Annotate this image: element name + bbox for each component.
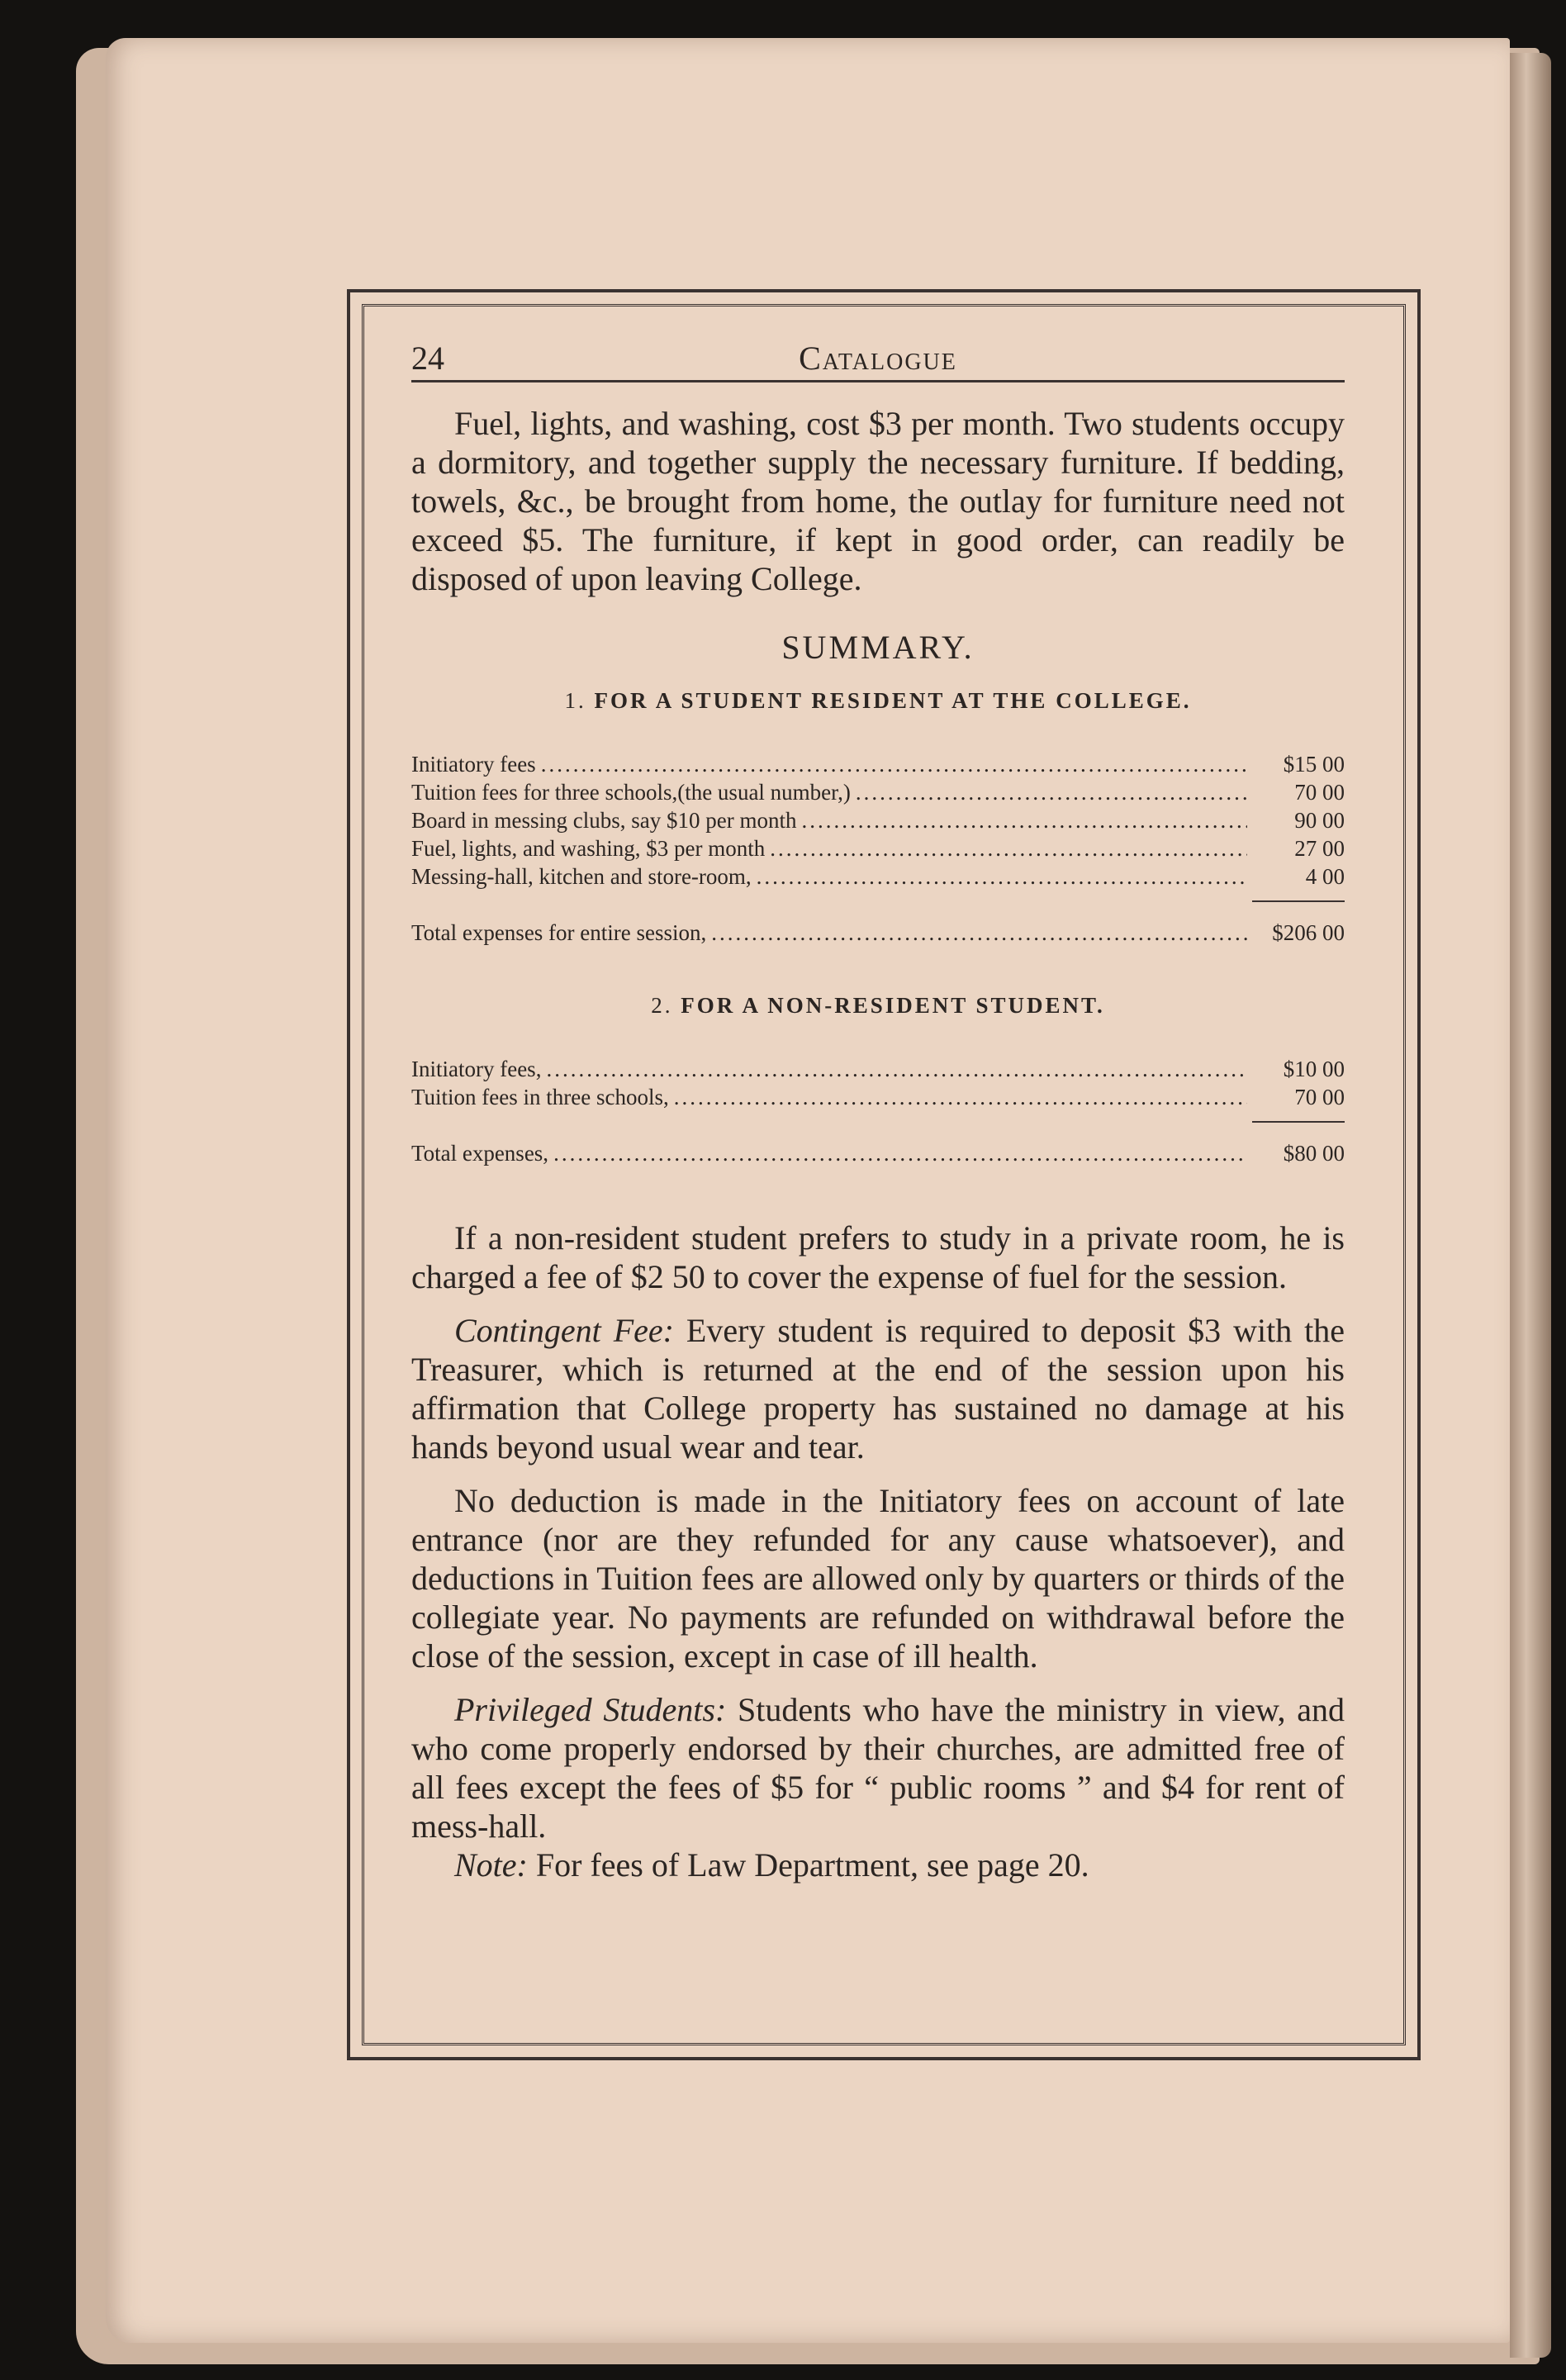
privileged-students-label: Privileged Students: — [454, 1691, 727, 1728]
spacer — [411, 947, 1345, 993]
fee-label: Board in messing clubs, say $10 per month — [411, 808, 797, 833]
resident-heading-number: 1. — [564, 688, 586, 713]
fee-amount: 27 00 — [1294, 836, 1345, 861]
fee-row — [411, 778, 1345, 806]
non-resident-fee-table — [411, 1055, 1345, 1167]
fee-label: Initiatory fees — [411, 752, 536, 777]
resident-heading — [411, 688, 1345, 714]
fee-amount: 4 00 — [1305, 864, 1345, 889]
private-room-paragraph: If a non-resident student prefers to study in a private room, he is charged a fee of $2 50 to cover the expense of fuel for the session. — [411, 1219, 1345, 1295]
contingent-fee-label: Contingent Fee: — [454, 1312, 674, 1349]
leader-dots — [546, 1055, 1247, 1083]
fee-label: Tuition fees in three schools, — [411, 1085, 669, 1109]
leader-dots — [856, 778, 1247, 806]
fee-amount: 70 00 — [1294, 780, 1345, 805]
summary-title: SUMMARY. — [781, 629, 975, 666]
deduction-paragraph: No deduction is made in the Initiatory fees on account of late entrance (nor are they refunded for any cause whatsoever), and deductions in Tuition fees are allowed only by quarters or thirds of the collegiate year. No payments are refunded on withdrawal before the close of the session, except in case of ill health. — [411, 1482, 1345, 1675]
fee-row — [411, 750, 1345, 778]
total-amount: $80 00 — [1283, 1141, 1345, 1166]
non-resident-heading — [411, 993, 1345, 1019]
non-resident-heading-number: 2. — [651, 993, 673, 1018]
leader-dots — [711, 919, 1247, 947]
leader-dots — [541, 750, 1247, 778]
total-row — [411, 919, 1345, 947]
resident-fee-table — [411, 750, 1345, 947]
total-row — [411, 1139, 1345, 1167]
privileged-students-text: Students who have the ministry in view, and who come properly endorsed by their churches, are admitted free of all fees except the fees of $5 for “ public rooms ” and $4 for rent of mess-hall. — [411, 1691, 1345, 1845]
fee-row — [411, 806, 1345, 834]
note-label: Note: — [454, 1846, 528, 1884]
leader-dots — [801, 806, 1247, 834]
total-label: Total expenses for entire session, — [411, 920, 707, 945]
fee-row — [411, 1083, 1345, 1111]
fee-row — [411, 862, 1345, 891]
fee-row — [411, 834, 1345, 862]
page-header — [411, 330, 1345, 382]
leader-dots — [553, 1139, 1247, 1167]
total-amount: $206 00 — [1272, 920, 1345, 945]
fee-amount: $15 00 — [1283, 752, 1345, 777]
page-number: 24 — [411, 340, 444, 377]
leader-dots — [674, 1083, 1247, 1111]
fee-label: Fuel, lights, and washing, $3 per month — [411, 836, 766, 861]
page-content — [411, 330, 1345, 1884]
fee-label: Messing-hall, kitchen and store-room, — [411, 864, 752, 889]
fee-row — [411, 1055, 1345, 1083]
facing-page-edge — [1510, 53, 1551, 2358]
total-label: Total expenses, — [411, 1141, 549, 1166]
running-head: Catalogue — [799, 340, 957, 377]
note-paragraph — [411, 1846, 1345, 1884]
fee-label: Tuition fees for three schools,(the usual number,) — [411, 780, 851, 805]
total-rule — [1252, 1121, 1345, 1123]
leader-dots — [757, 862, 1247, 891]
fee-label: Initiatory fees, — [411, 1057, 542, 1081]
non-resident-heading-text: FOR A NON-RESIDENT STUDENT. — [681, 993, 1105, 1018]
intro-paragraph: Fuel, lights, and washing, cost $3 per month. Two students occupy a dormitory, and together supply the necessary furniture. If bedding, towels, &c., be brought from home, the outlay for furniture need not exceed $5. The furniture, if kept in good order, can readily be disposed of upon leaving College. — [411, 405, 1345, 597]
fee-amount: $10 00 — [1283, 1057, 1345, 1081]
leader-dots — [770, 834, 1247, 862]
contingent-fee-paragraph — [411, 1311, 1345, 1466]
fee-amount: 90 00 — [1294, 808, 1345, 833]
privileged-students-paragraph — [411, 1690, 1345, 1846]
resident-heading-text: FOR A STUDENT RESIDENT AT THE COLLEGE. — [594, 688, 1192, 713]
total-rule — [1252, 900, 1345, 902]
note-text: For fees of Law Department, see page 20. — [527, 1846, 1089, 1884]
fee-amount: 70 00 — [1294, 1085, 1345, 1109]
contingent-fee-text: Every student is required to deposit $3 with the Treasurer, which is returned at the end of the session upon his affirmation that College property has sustained no damage at his hands beyond usual wear and tear. — [411, 1312, 1345, 1466]
